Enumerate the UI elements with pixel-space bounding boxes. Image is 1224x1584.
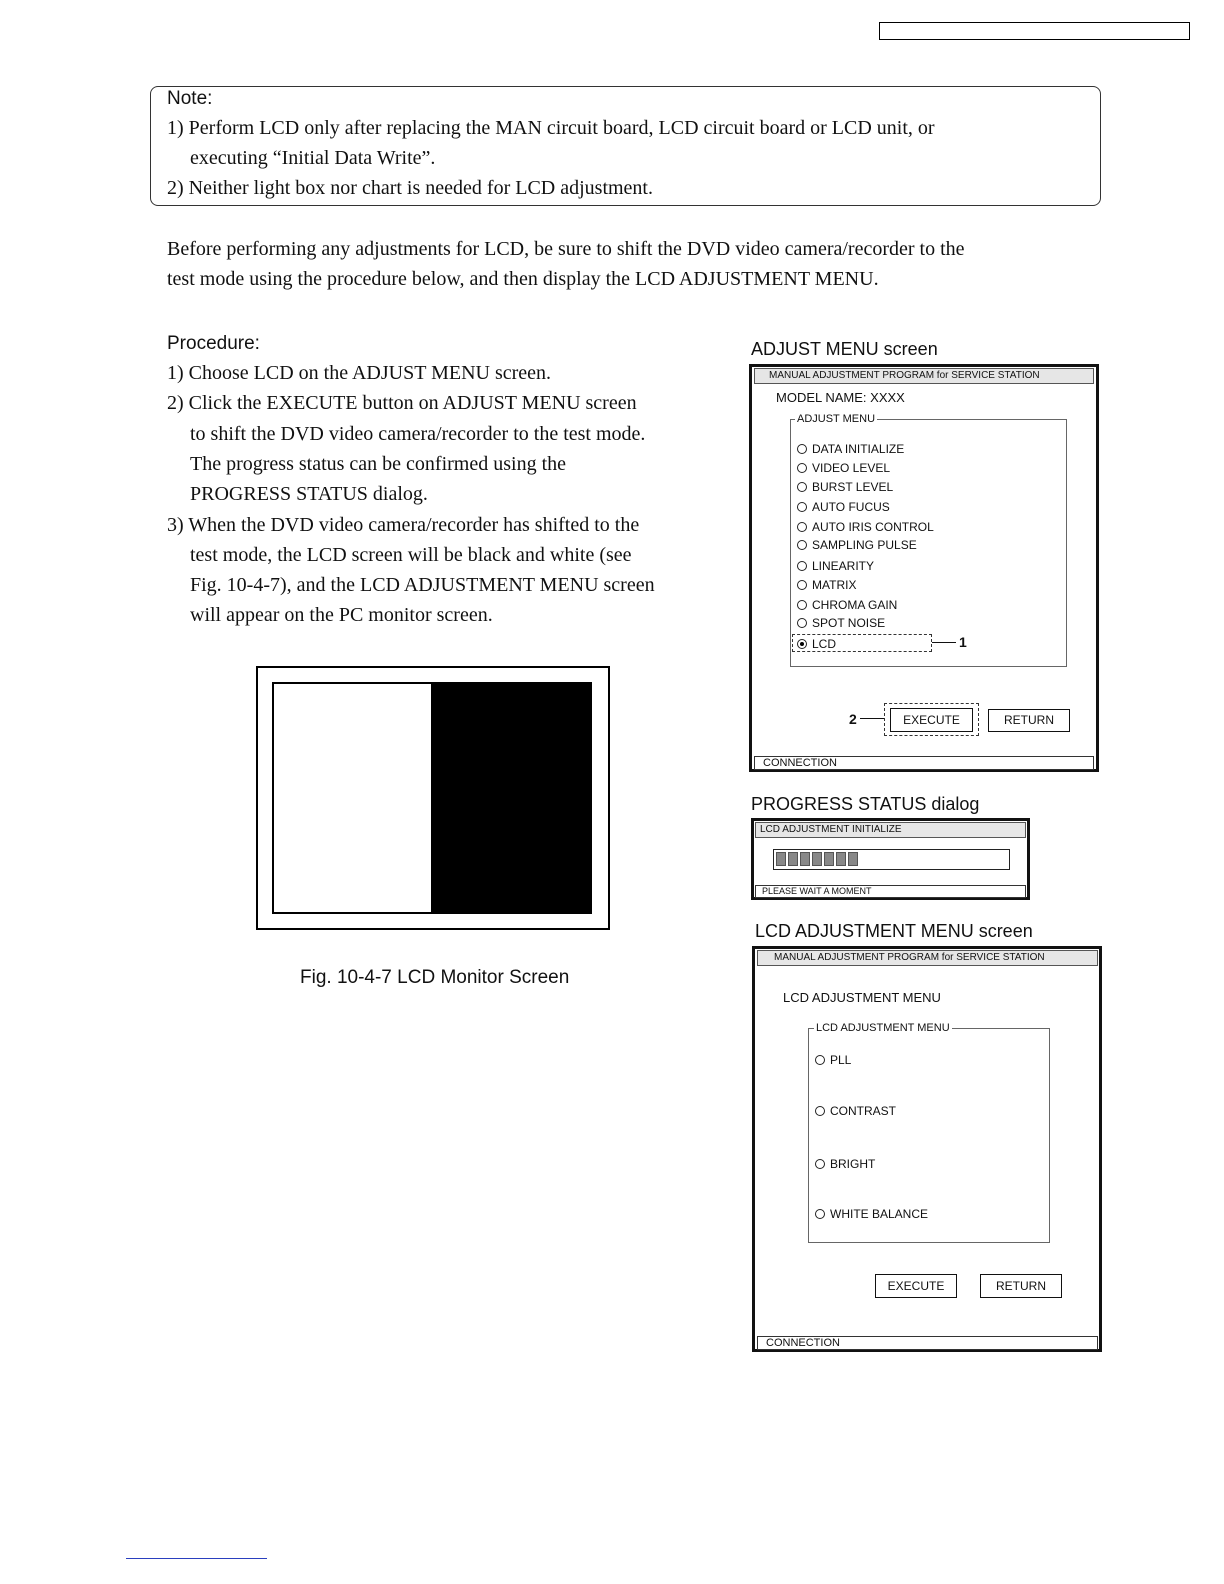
window-titlebar: MANUAL ADJUSTMENT PROGRAM for SERVICE STATION	[754, 368, 1094, 384]
progress-dialog-caption: PROGRESS STATUS dialog	[751, 794, 980, 814]
lcd-menu-heading: LCD ADJUSTMENT MENU	[783, 990, 941, 1005]
radio-contrast[interactable]: CONTRAST	[815, 1104, 896, 1118]
group-label: LCD ADJUSTMENT MENU	[816, 1022, 950, 1034]
lcd-menu-caption: LCD ADJUSTMENT MENU screen	[755, 921, 1033, 941]
model-name: MODEL NAME: XXXX	[776, 390, 905, 405]
progress-segment	[824, 852, 834, 866]
radio-bright[interactable]: BRIGHT	[815, 1157, 875, 1171]
intro-line-1: Before performing any adjustments for LCD, be sure to shift the DVD video camera/recorder to the	[167, 238, 965, 260]
lcd-monitor-screen-black	[431, 682, 592, 914]
procedure-line: 3) When the DVD video camera/recorder has shifted to the	[167, 514, 640, 536]
progress-bar	[773, 849, 1010, 870]
callout-number-1: 1	[959, 634, 967, 650]
note-line-2: executing “Initial Data Write”.	[190, 147, 436, 169]
progress-segment	[788, 852, 798, 866]
procedure-line: 1) Choose LCD on the ADJUST MENU screen.	[167, 362, 552, 384]
figure-caption: Fig. 10-4-7 LCD Monitor Screen	[300, 967, 570, 988]
radio-circle-icon	[797, 502, 807, 512]
return-button[interactable]: RETURN	[980, 1274, 1062, 1298]
radio-circle-icon	[815, 1159, 825, 1169]
adjust-menu-caption: ADJUST MENU screen	[751, 339, 938, 359]
adjust-menu-window	[749, 364, 1099, 772]
radio-lcd[interactable]: LCD	[797, 637, 836, 651]
intro-line-2: test mode using the procedure below, and then display the LCD ADJUSTMENT MENU.	[167, 268, 879, 290]
progress-segment	[848, 852, 858, 866]
procedure-line: PROGRESS STATUS dialog.	[190, 483, 428, 505]
header-box	[879, 22, 1190, 40]
execute-button[interactable]: EXECUTE	[875, 1274, 957, 1298]
procedure-line: to shift the DVD video camera/recorder to the test mode.	[190, 423, 646, 445]
radio-sampling-pulse[interactable]: SAMPLING PULSE	[797, 538, 917, 552]
callout-leader-1	[932, 642, 956, 643]
radio-circle-icon	[815, 1209, 825, 1219]
procedure-line: Fig. 10-4-7), and the LCD ADJUSTMENT MENU screen	[190, 574, 655, 596]
radio-circle-icon	[797, 482, 807, 492]
radio-video-level[interactable]: VIDEO LEVEL	[797, 461, 890, 475]
radio-circle-icon	[797, 618, 807, 628]
radio-circle-icon	[797, 561, 807, 571]
connection-status: CONNECTION	[754, 756, 1094, 770]
radio-linearity[interactable]: LINEARITY	[797, 559, 874, 573]
connection-status: CONNECTION	[757, 1336, 1098, 1350]
radio-pll[interactable]: PLL	[815, 1053, 851, 1067]
radio-selected-icon	[797, 639, 807, 649]
radio-circle-icon	[797, 522, 807, 532]
execute-button[interactable]: EXECUTE	[890, 708, 973, 732]
radio-chroma-gain[interactable]: CHROMA GAIN	[797, 598, 897, 612]
procedure-line: will appear on the PC monitor screen.	[190, 604, 493, 626]
radio-circle-icon	[797, 580, 807, 590]
radio-burst-level[interactable]: BURST LEVEL	[797, 480, 893, 494]
radio-circle-icon	[797, 540, 807, 550]
radio-circle-icon	[797, 444, 807, 454]
radio-auto-focus[interactable]: AUTO FUCUS	[797, 500, 890, 514]
procedure-line: The progress status can be confirmed using the	[190, 453, 567, 475]
group-label: ADJUST MENU	[797, 413, 876, 425]
radio-circle-icon	[797, 463, 807, 473]
progress-status-text: PLEASE WAIT A MOMENT	[755, 885, 1026, 898]
progress-dialog-window	[751, 818, 1030, 900]
window-titlebar: MANUAL ADJUSTMENT PROGRAM for SERVICE STATION	[757, 950, 1098, 966]
procedure-line: test mode, the LCD screen will be black and white (see	[190, 544, 632, 566]
radio-matrix[interactable]: MATRIX	[797, 578, 856, 592]
note-title: Note:	[167, 88, 213, 109]
progress-segment	[836, 852, 846, 866]
procedure-title: Procedure:	[167, 333, 260, 354]
progress-segment	[812, 852, 822, 866]
radio-circle-icon	[815, 1055, 825, 1065]
progress-titlebar: LCD ADJUSTMENT INITIALIZE	[755, 822, 1026, 838]
radio-white-balance[interactable]: WHITE BALANCE	[815, 1207, 928, 1221]
lcd-menu-window	[752, 946, 1102, 1352]
progress-segment	[800, 852, 810, 866]
radio-circle-icon	[797, 600, 807, 610]
progress-segment	[776, 852, 786, 866]
radio-spot-noise[interactable]: SPOT NOISE	[797, 616, 885, 630]
callout-leader-2	[860, 718, 884, 719]
note-line-3: 2) Neither light box nor chart is needed for LCD adjustment.	[167, 177, 653, 199]
return-button[interactable]: RETURN	[988, 709, 1070, 732]
callout-number-2: 2	[849, 711, 857, 727]
procedure-line: 2) Click the EXECUTE button on ADJUST MENU screen	[167, 392, 637, 414]
note-line-1: 1) Perform LCD only after replacing the MAN circuit board, LCD circuit board or LCD unit, or	[167, 117, 935, 139]
radio-circle-icon	[815, 1106, 825, 1116]
radio-auto-iris-control[interactable]: AUTO IRIS CONTROL	[797, 520, 934, 534]
radio-data-initialize[interactable]: DATA INITIALIZE	[797, 442, 904, 456]
footer-link-line	[126, 1558, 267, 1559]
